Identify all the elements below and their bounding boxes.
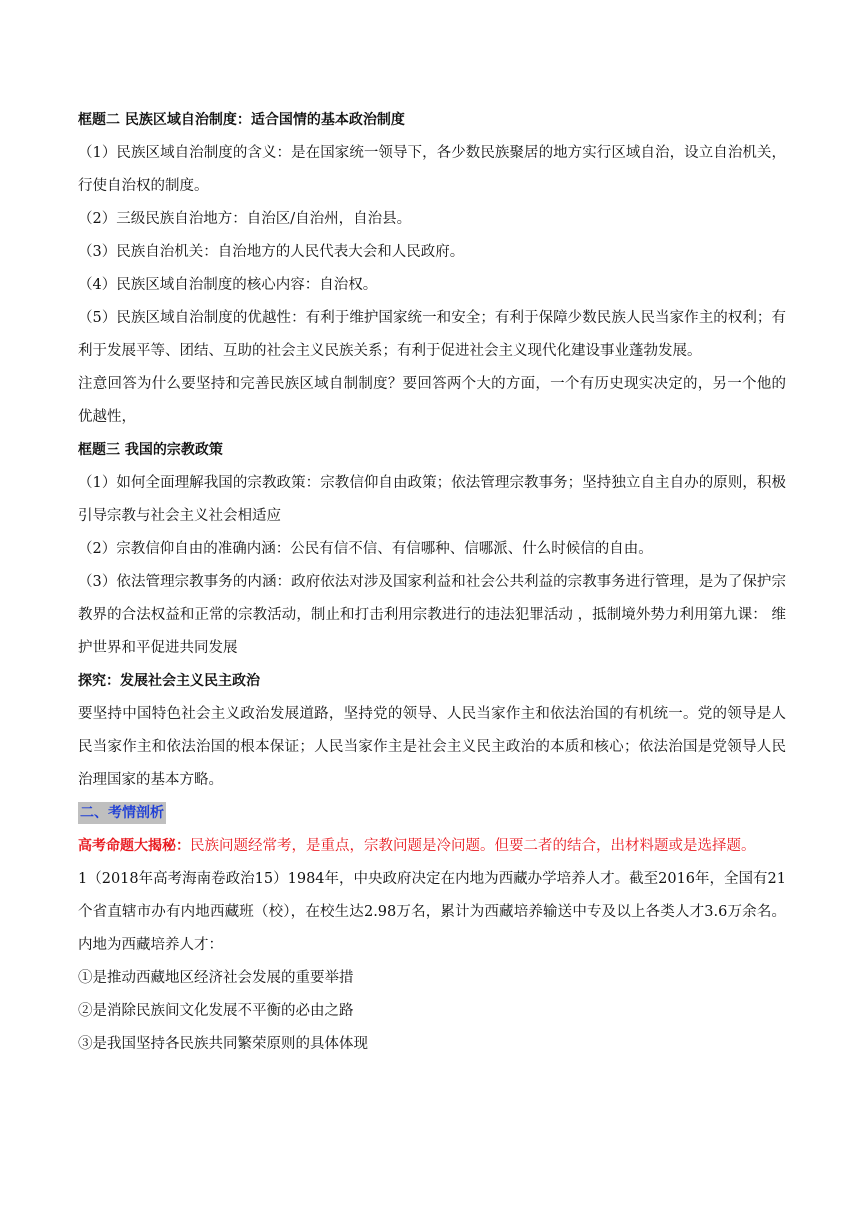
exam-analysis-heading-row — [78, 797, 786, 830]
paragraph-religion-freedom: （2）宗教信仰自由的准确内涵：公民有信不信、有信哪种、信哪派、什么时候信的自由。 — [78, 541, 653, 557]
paragraph-religion-policy: （1）如何全面理解我国的宗教政策：宗教信仰自由政策；依法管理宗教事务；坚持独立自主自办的原则，积极引导宗教与社会主义社会相适应 — [78, 475, 786, 524]
paragraph-autonomy-definition: （1）民族区域自治制度的含义：是在国家统一领导下，各少数民族聚居的地方实行区域自治，设立自治机关，行使自治权的制度。 — [78, 145, 786, 194]
paragraph-autonomy-note: 注意回答为什么要坚持和完善民族区域自制制度？要回答两个大的方面，一个有历史现实决定的，另一个他的优越性， — [78, 376, 786, 425]
section-heading-religion-policy: 框题三 我国的宗教政策 — [78, 442, 223, 458]
question-option-3: ③是我国坚持各民族共同繁荣原则的具体体现 — [78, 1036, 368, 1052]
paragraph-religion-management: （3）依法管理宗教事务的内涵：政府依法对涉及国家利益和社会公共利益的宗教事务进行管理，是为了保护宗教界的合法权益和正常的宗教活动，制止和打击利用宗教进行的违法犯罪活动 ，抵制境外势力利用第九课： 维护世界和平促进共同发展 — [78, 574, 786, 656]
paragraph-autonomy-levels: （2）三级民族自治地方：自治区/自治州，自治县。 — [78, 211, 412, 227]
paragraph-explore-body: 要坚持中国特色社会主义政治发展道路，坚持党的领导、人民当家作主和依法治国的有机统一。党的领导是人民当家作主和依法治国的根本保证；人民当家作主是社会主义民主政治的本质和核心；依法治国是党领导人民治理国家的基本方略。 — [78, 706, 786, 788]
exam-analysis-row — [78, 830, 786, 863]
section-heading-ethnic-autonomy: 框题二 民族区域自治制度：适合国情的基本政治制度 — [78, 112, 405, 128]
question-stem: 1（2018年高考海南卷政治15）1984年，中央政府决定在内地为西藏办学培养人才。截至2016年，全国有21个省直辖市办有内地西藏班（校），在校生达2.98万名，累计为西藏培养输送中专及以上各类人才3.6万余名。内地为西藏培养人才： — [78, 871, 786, 953]
section-heading-explore: 探究：发展社会主义民主政治 — [78, 673, 260, 689]
question-option-1: ①是推动西藏地区经济社会发展的重要举措 — [78, 970, 354, 986]
exam-analysis-label: 高考命题大揭秘： — [78, 838, 190, 854]
question-option-2: ②是消除民族间文化发展不平衡的必由之路 — [78, 1003, 354, 1019]
paragraph-autonomy-organs: （3）民族自治机关：自治地方的人民代表大会和人民政府。 — [78, 244, 465, 260]
exam-analysis-text: 民族问题经常考，是重点，宗教问题是冷问题。但要二者的结合，出材料题或是选择题。 — [190, 838, 756, 854]
exam-analysis-heading: 二、考情剖析 — [78, 802, 166, 824]
paragraph-autonomy-core: （4）民族区域自治制度的核心内容：自治权。 — [78, 277, 378, 293]
document-page — [78, 104, 786, 1061]
paragraph-autonomy-advantages: （5）民族区域自治制度的优越性：有利于维护国家统一和安全；有利于保障少数民族人民当家作主的权利；有利于发展平等、团结、互助的社会主义民族关系；有利于促进社会主义现代化建设事业蓬勃发展。 — [78, 310, 786, 359]
